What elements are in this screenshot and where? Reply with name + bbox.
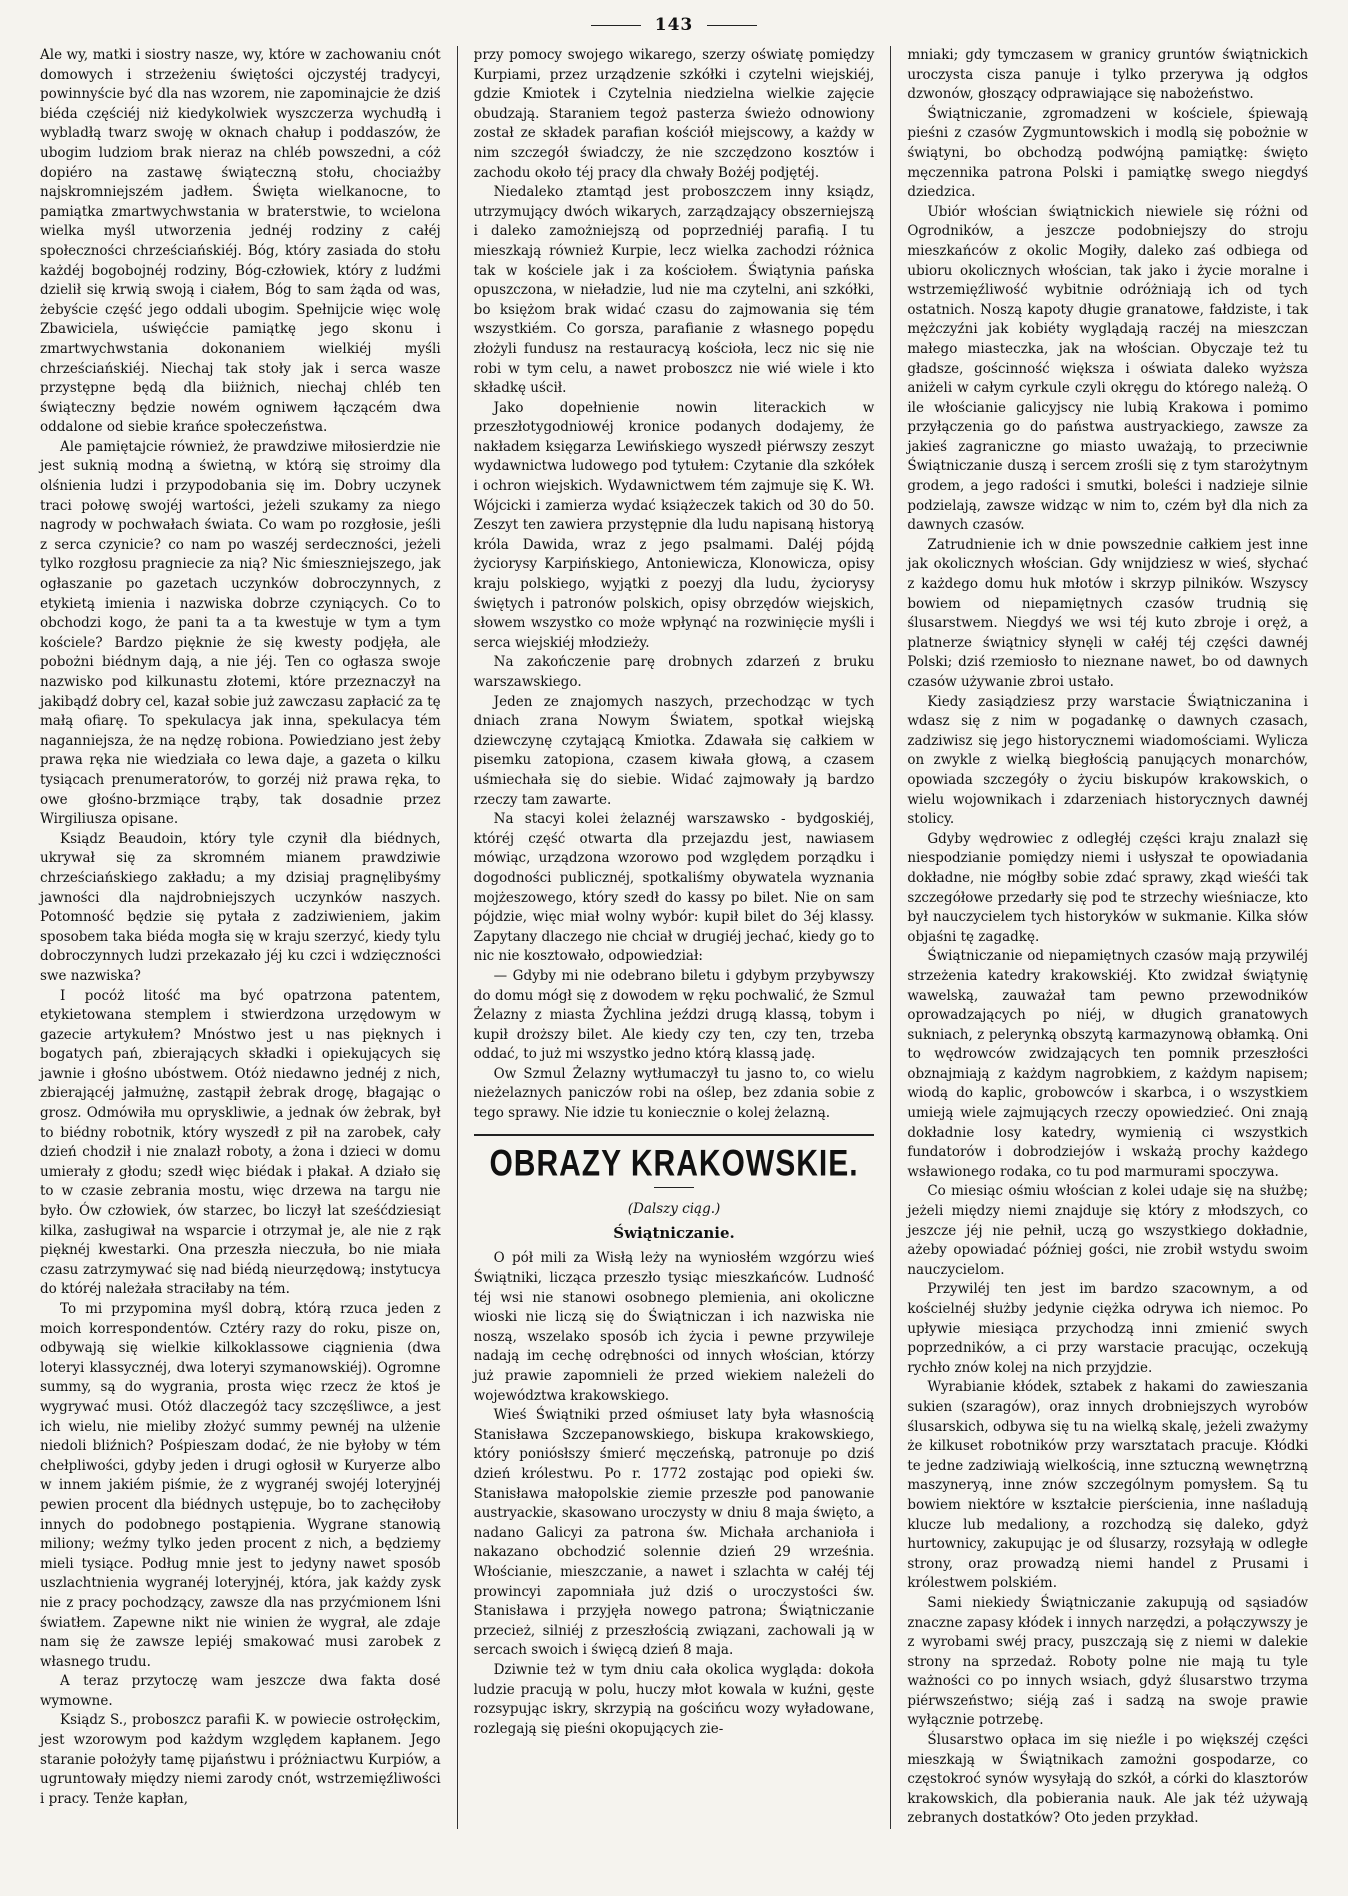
- paragraph: I pocóż litość ma być opatrzona patentem, etykietowana stemplem i stwierdzona urzędowym w gazecie artykułem? Mnóstwo jest u nas pięknych i bogatych pań, zbierających składki i opiekujących się jawnie i głośno ubóstwem. Otóż niedawno jednéj z nich, zbierającéj jałmużnę, zastąpił żebrak drogę, błagając o grosz. Odmówiła mu opryskliwie, a jednak ów żebrak, był to biédny robotnik, który wyszedł z pił na zarobek, cały dzień chodził i nie znalazł roboty, a żona i dzieci w domu umierały z głodu; szedł więc biédak i płakał. A działo się to w czasie zebrania mostu, więc drzewa na targu nie było. Ów człowiek, ów starzec, bo liczył lat sześćdziesiąt kilka, zasługiwał na wsparcie i otrzymał je, ale nie z rąk pięknéj kwestarki. Ona przeszła nieczuła, bo nie miała czasu zatrzymywać się nad biédą nieurzędową; instytucya do któréj należała straciłaby na tém.: [40, 987, 441, 1298]
- column-middle: [474, 46, 875, 1829]
- paragraph: Wyrabianie kłódek, sztabek z hakami do zawieszania sukien (szaragów), oraz innych drobniejszych wyrobów ślusarskich, odbywa się tu na wielką skalę, jeżeli zważymy że kilkuset robotników przy warsztatach pracuje. Kłódki te jedne zadziwiają wielkością, inne sztuczną wewnętrzną maszyneryą, inne znów szczególnym pomysłem. Są tu bowiem niektóre w kształcie pierścienia, inne naśladują klucze lub medaliony, a rozchodzą się daleko, gdyż hurtownicy, zakupując je od ślusarzy, rozsyłają w odległe strony, oraz prowadzą niemi handel z Prusami i królestwem polskiém.: [907, 1379, 1309, 1592]
- paragraph: Ale wy, matki i siostry nasze, wy, które w zachowaniu cnót domowych i strzeżeniu świętości ojczystéj tradycyi, powinnyście być dla nas wzorem, nie zapominajcie że dziś biéda częściéj niż kiedykolwiek wyszczerza wychudłą i wybladłą twarz swoję w oknach chałup i poddaszów, że ubogim ludziom brak nieraz na chléb powszedni, a cóż dopiéro na zastawę świąteczną stołu, chociażby najskromniejszém jadłem. Święta wielkanocne, to pamiątka zmartwychwstania w braterstwie, to wcielona wielka myśl utworzenia jednéj rodziny z całéj społeczności chrześciańskiéj. Bóg, który zasiada do stołu każdéj bogobojnéj rodziny, Bóg-człowiek, który z ludźmi dzielił się krwią swoją i ciałem, Bóg to sam żąda od was, żebyście część jego oddali ubogim. Spełnijcie więc wolę Zbawiciela, uświęćcie pamiątkę jego skonu i zmartwychwstania dokonaniem wielkiéj myśli chrześciańskiéj. Niechaj tak stoły jak i serca wasze przystępne będą dla biiżnich, niechaj chléb ten świąteczny będzie nowém ogniwem łączącém dwa oddalone od siebie krańce społeczeństwa.: [40, 47, 441, 436]
- paragraph: Kiedy zasiądziesz przy warstacie Świątniczanina i wdasz się z nim w pogadankę o dawnych czasach, zadziwisz się jego historycznemi wiadomościami. Wylicza on zwykle z wielką biegłością panujących monarchów, opowiada szczegóły o życiu biskupów krakowskich, o wielu wojownikach i zdarzeniach historycznych dawnéj stolicy.: [907, 693, 1309, 828]
- continuation-note: (Dalszy ciąg.): [627, 1201, 721, 1218]
- paragraph: — Gdyby mi nie odebrano biletu i gdybym przybywszy do domu mógł się z dowodem w ręku pochwalić, że Szmul Żelazny z miasta Żychlina jeździ drugą klassą, tobym i kupił droższy bilet. Ale kiedy czy ten, czy ten, trzeba oddać, to już mi wszystko jedno którą klassą jadę.: [473, 967, 875, 1063]
- page-number: 143: [654, 15, 694, 35]
- article-title: OBRAZY KRAKOWSKIE.: [489, 1142, 859, 1184]
- paragraph: Niedaleko ztamtąd jest proboszczem inny ksiądz, utrzymujący dwóch wikarych, zarządzający obszerniejszą i daleko zamożniejszą od poprzedniéj parafią. I tu mieszkają również Kurpie, lecz wielka zachodzi różnica tak w kościele jak i za kościołem. Świątynia pańska opuszczona, w nieładzie, lud nie ma czytelni, ani szkółki, bo księżom brak widać czasu do zajmowania się tém wszystkiém. Co gorsza, parafianie z własnego popędu złożyli fundusz na restauracyą kościoła, lecz nic się nie robi w tym celu, a nawet proboszcz nie wié wiele i kto składkę uścił.: [473, 184, 875, 397]
- paragraph: Przywiléj ten jest im bardzo szacownym, a od kościelnéj służby jedynie ciężka odrywa ich niemoc. Po upływie miesiąca przychodzą inni zmienić swych poprzedników, a ci przy warstacie pracując, oczekują rychło znów kolej na nich przyjdzie.: [907, 1281, 1309, 1376]
- section-separator: [474, 1134, 875, 1136]
- paragraph: O pół mili za Wisłą leży na wyniosłém wzgórzu wieś Świątniki, licząca przeszło tysiąc mieszkańców. Ludność téj wsi nie stanowi osobnego plemienia, ani okoliczne wioski nie liczą się do Świątniczan i ich nazwiska nie noszą, wszelako sposób ich życia i pewne przywileje nadają im cechę odrębności od innych włościan, którzy już prawie zapomnieli że przed wiekiem należeli do województwa krakowskiego.: [473, 1250, 875, 1404]
- column-left: [40, 46, 441, 1829]
- paragraph: Zatrudnienie ich w dnie powszednie całkiem jest inne jak okolicznych włościan. Gdy wnijdziesz w wieś, słychać z każdego domu huk młotów i skrzyp pilników. Wszyscy bowiem od niepamiętnych czasów trudnią się ślusarstwem. Niegdyś we wsi téj kuto zbroje i oręż, a platnerze świątnicy słynęli w całéj téj części dawnéj Polski; dziś rzemiosło to nieznane nawet, bo od dawnych czasów używanie zbroi ustało.: [907, 536, 1309, 690]
- paragraph: A teraz przytoczę wam jeszcze dwa fakta dosé wymowne.: [40, 1673, 441, 1709]
- paragraph: Co miesiąc ośmiu włościan z kolei udaje się na służbę; jeżeli między niemi znajduje się który z młodszych, co jeszcze jéj nie pełnił, uczą go wszystkiego dokładnie, ażeby opowiadać później gości, nie zrobił wstydu swoim nauczycielom.: [907, 1183, 1309, 1278]
- paragraph: Na stacyi kolei żelaznéj warszawsko - bydgoskiéj, któréj część otwarta dla przejazdu jest, nawiasem mówiąc, urządzona wzorowo pod względem porządku i dogodności publicznéj, spotkaliśmy obywatela wyznania mojżeszowego, który szedł do kassy po bilet. Nie on sam pójdzie, więc miał wolny wybór: kupił bilet do 3éj klassy. Zapytany dlaczego nie chciał w drugiéj jechać, kiedy go to nic nie kosztowało, odpowiedział:: [473, 811, 875, 965]
- column-right: [907, 46, 1308, 1829]
- article-subtitle: Świątniczanie.: [613, 1223, 735, 1242]
- header-rule-right: [707, 25, 757, 26]
- paragraph: Sami niekiedy Świątniczanie zakupują od sąsiadów znaczne zapasy kłódek i innych narzędzi, a połączywszy je z wyrobami swéj pracy, puszczają się z niemi w dalekie strony na sprzedaż. Roboty polne nie mają tu tyle ważności co po innych wsiach, gdyż ślusarstwo trzyma piérwszeństwo; siéją zaś i sadzą na swoje prawie wyłącznie potrzebę.: [907, 1594, 1309, 1729]
- paragraph: Jako dopełnienie nowin literackich w przeszłotygodniowéj kronice podanych dodajemy, że nakładem księgarza Lewińskiego wyszedł piérwszy zeszyt wydawnictwa ludowego pod tytułem: Czytanie dla szkółek i ochron wiejskich. Wydawnictwem tém zajmuje się K. Wł. Wójcicki i zamierza wydać książeczek takich od 30 do 50. Zeszyt ten zawiera przystępnie dla ludu napisaną historyą króla Dawida, wraz z jego psalmami. Daléj pójdą życiorysy Karpińskiego, Antoniewicza, Klonowicza, opisy kraju polskiego, wyjątki z poezyj dla ludu, życiorysy świętych i patronów polskich, opisy obrzędów wiejskich, słowem wszystko co może wpłynąć na rozwinięcie myśli i serca wiejskiéj młodzieży.: [473, 399, 875, 651]
- title-rule: [654, 1187, 694, 1188]
- paragraph: Ksiądz Beaudoin, który tyle czynił dla biédnych, ukrywał się za skromném mianem prawdziwie chrześciańskiego zakładu; a my dzisiaj pragnęlibyśmy jawności dla najdrobniejszych uczynków naszych. Potomność będzie się pytała z zadziwieniem, jakim sposobem taka biéda mogła się w kraju szerzyć, kiedy tylu dobroczynnych ludzi przekazało jéj ku czci i wdzięczności swe nazwiska?: [40, 830, 441, 984]
- text-columns: [40, 46, 1308, 1829]
- paragraph: Świątniczanie, zgromadzeni w kościele, śpiewają pieśni z czasów Zygmuntowskich i modlą się pobożnie w świątyni, bo obchodzą podwójną pamiątkę: święto męczennika patrona Polski i pamiątkę swego niegdyś dziedzica.: [907, 105, 1309, 201]
- paragraph: Na zakończenie parę drobnych zdarzeń z bruku warszawskiego.: [473, 654, 875, 690]
- paragraph: Wieś Świątniki przed ośmiuset laty była własnością Stanisława Szczepanowskiego, biskupa krakowskiego, który poniósłszy śmierć męczeńską, patronuje po dziś dzień królestwu. Po r. 1772 zostając pod opieki św. Stanisława małopolskie ziemie przeszłe pod panowanie austryackie, skasowano uroczysty w dniu 8 maja święto, a nadano Galicyi za patrona św. Michała archanioła i nakazano obchodzić solennie dzień 29 września. Włościanie, mieszczanie, a nawet i szlachta w całéj téj prowincyi zapomniała już dziś o uroczystości św. Stanisława i przyjęła nowego patrona; Świątniczanie przecież, silniéj z przeszłością związani, zachowali ją w sercach swoich i święcą dzień 8 maja.: [473, 1407, 875, 1659]
- paragraph: Ksiądz S., proboszcz parafii K. w powiecie ostrołęckim, jest wzorowym pod każdym względem kapłanem. Jego staranie położyły tamę pijaństwu i próżniactwu Kurpiów, a ugruntowały między niemi zarody cnót, wstrzemięźliwości i pracy. Tenże kapłan,: [40, 1712, 441, 1807]
- paragraph: Dziwnie też w tym dniu cała okolica wygląda: dokoła ludzie pracują w polu, huczy młot kowala w kuźni, gęste rozsypując iskry, skrzypią na gościńcu wozy wyładowane, rozlegają się pieśni okopujących zie-: [473, 1661, 875, 1737]
- paragraph: mniaki; gdy tymczasem w granicy gruntów świątnickich uroczysta cisza panuje i tylko przerywa ją odgłos dzwonów, głoszący odprawiające się nabożeństwo.: [907, 47, 1309, 103]
- paragraph: przy pomocy swojego wikarego, szerzy oświatę pomiędzy Kurpiami, przez urządzenie szkółki i czytelni wiejskiéj, gdzie Kmiotek i Czytelnia niedzielna wielkie zajęcie obudzają. Staraniem tegoż pasterza świeżo odnowiony został ze składek parafian kościół miejscowy, a każdy w nim szczegół świadczy, że nie szczędzono kosztów i zachodu około téj pracy dla chwały Bożéj podjętéj.: [473, 47, 875, 181]
- paragraph: Świątniczanie od niepamiętnych czasów mają przywiléj strzeżenia katedry krakowskiéj. Kto zwidzał świątynię wawelską, zauważał tam pewno przewodników oprowadzających po niéj, w długich granatowych sukniach, z pelerynką obszytą karmazynową obłamką. Oni to wędrowców zwidzających ten pomnik przeszłości obznajmiają z każdym nagrobkiem, z każdym napisem; wiodą do kaplic, grobowców i skarbca, i o wszystkiem umieją wiele zajmujących rzeczy opowiedzieć. Oni znają dokładnie losy katedry, wymienią ci wszystkich fundatorów i dobrodziejów i wskażą prochy każdego wsławionego rodaka, co tu pod marmurami spoczywa.: [907, 948, 1309, 1180]
- paragraph: Ow Szmul Żelazny wytłumaczył tu jasno to, co wielu nieżelaznych paniczów robi na oślep, bez zdania sobie z tego sprawy. Nie idzie tu koniecznie o kolej żelazną.: [473, 1065, 875, 1122]
- column-divider: [457, 46, 458, 1829]
- column-divider: [890, 46, 891, 1829]
- paragraph: Ale pamiętajcie również, że prawdziwe miłosierdzie nie jest suknią modną a świetną, w którą się stroimy dla olśnienia ludzi i przypodobania się im. Dobry uczynek traci połowę swojéj wartości, jeżeli szukamy za niego nagrody w pochwałach świata. Co wam po rozgłosie, jeśli z serca czynicie? co nam po waszéj serdeczności, jeżeli tylko rozgłosu pragniecie za nią? Nic śmieszniejszego, jak ogłaszanie po gazetach uczynków dobroczynnych, z etykietą imienia i nazwiska dobrze czyniących. Co to obchodzi kogo, że pani ta a ta kwestuje w tym a tym kościele? Bardzo pięknie że się kwesty podjęła, ale pobożni biédnym dają, a nie jéj. Ten co ogłasza swoje nazwisko pod kilkunastu złotemi, które przeznaczył na jakibądź dobry cel, kazał sobie już zawczasu zapłacić za tę małą ofiarę. To spekulacya jak inna, spekulacya tém naganniejsza, że na nędzę robiona. Powiedziano jest żeby prawa ręka nie wiedziała co lewa daje, a gazeta o kilku tysiącach prenumeratorów, to gorzéj niż prawa ręka, to owe głośno-brzmiące trąby, tak dosadnie przez Wirgiliusza opisane.: [40, 438, 441, 828]
- paragraph: To mi przypomina myśl dobrą, którą rzuca jeden z moich korrespondentów. Cztéry razy do roku, pisze on, odbywają się wielkie kilkoklassowe ciągnienia (dwa loteryi klassycznéj, dwa loteryi szymanowskiéj). Ogromne summy, są do wygrania, prosta więc rzecz że ktoś je wygrywać musi. Otóż dlaczegóż tacy szczęśliwce, a jest ich wielu, nie mieliby złożyć summy pewnéj na ulżenie niedoli bliźnich? Pośpieszam dodać, że nie byłoby w tém chełpliwości, gdyby jeden i drugi ogłosił w Kuryerze albo w innem jakiém piśmie, że z wygranéj swojéj loteryjnéj pewien procent dla biédnych ustępuje, bo to zachęciłoby innych do podobnego postąpienia. Wygrane stanowią miliony; weźmy tylko jeden procent z nich, a będziemy mieli tysiące. Podług mnie jest to jedyny nawet sposób uszlachtnienia wygranéj loteryjnéj, która, jak każdy zysk nie z pracy pochodzący, zawsze dla nas przyćmionem lśni światłem. Zapewne nikt nie winien że wygrał, ale zdaje nam się że zawsze lepiéj smakować musi zarobek z własnego trudu.: [40, 1301, 441, 1670]
- paragraph: Ubiór włościan świątnickich niewiele się różni od Ogrodników, a jeszcze podobniejszy do stroju mieszkańców z okolic Mogiły, daleko zaś odbiega od ubioru okolicznych włościan, tak jako i życie moralne i wstrzemięźliwość wybitnie odróżniają ich od tych ostatnich. Noszą kapoty długie granatowe, fałdziste, i tak mężczyźni jak kobiéty wyglądają raczéj na mieszczan małego miasteczka, jak na włościan. Obyczaje też tu gładsze, gościnność większa i oświata daleko wyższa aniżeli w całym cyrkule czyli okręgu do którego należą. O ile włościanie galicyjscy nie lubią Krakowa i pomimo przyłączenia go do państwa austryackiego, zawsze za jakieś zagraniczne go miasto uważają, to przeciwnie Świątniczanie duszą i sercem zrośli się z tym starożytnym grodem, a jego radości i smutki, boleści i nadzieje silnie podzielają, zawsze widząc w nim to, czém był dla nich za dawnych czasów.: [907, 203, 1309, 534]
- header-rule-left: [591, 25, 641, 26]
- page-header: [40, 10, 1308, 40]
- paragraph: Jeden ze znajomych naszych, przechodząc w tych dniach zrana Nowym Światem, spotkał wiejską dziewczynę czytającą Kmiotka. Zdawała się całkiem w pisemku zatopiona, czasem kiwała głową, a czasem uśmiechała się do siebie. Widać zajmowały ją bardzo rzeczy tam zawarte.: [473, 693, 875, 808]
- paragraph: Gdyby wędrowiec z odległéj części kraju znalazł się niespodzianie pomiędzy niemi i usłyszał te opowiadania dokładne, nie mógłby sobie zdać sprawy, zkąd wieśći tak szczegółowe przedarły się pod te strzechy wieśniacze, kto był nauczycielem tych historyków w sukmanie. Kilka słów objaśni tę zagadkę.: [907, 830, 1309, 945]
- paragraph: Ślusarstwo opłaca im się nieźle i po większéj części mieszkają w Świątnikach zamożni gospodarze, co częstokroć synów wysyłają do szkół, a córki do klasztorów krakowskich, dla pobierania nauk. Ale jak téż używają zebranych dostatków? Oto jeden przykład.: [907, 1732, 1309, 1827]
